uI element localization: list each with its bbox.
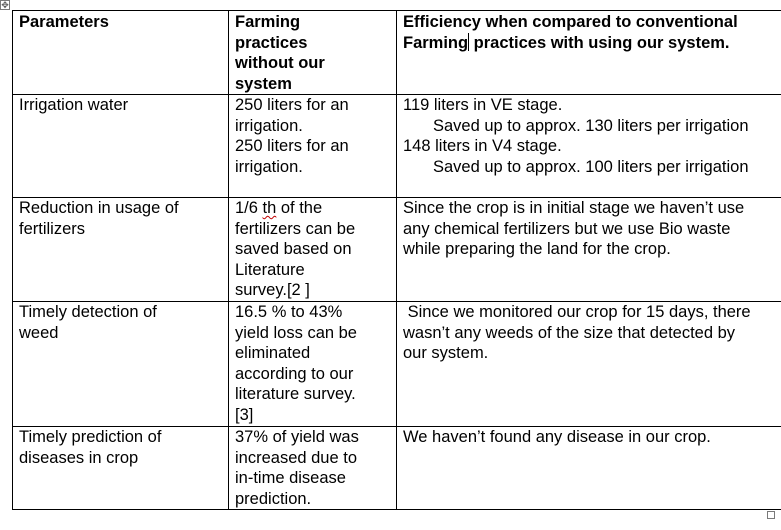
spellcheck-mark: th — [262, 199, 277, 217]
fraction-rest: of the — [276, 199, 323, 217]
cell-efficiency[interactable] — [397, 427, 781, 510]
cell-line: weed — [19, 323, 59, 342]
cell-line: Timely prediction of — [19, 428, 162, 446]
cell-line: 250 liters for an — [235, 96, 349, 114]
comparison-table — [12, 10, 781, 510]
cell-line — [235, 198, 390, 219]
cell-without[interactable] — [229, 427, 397, 510]
table-row — [13, 95, 781, 198]
cell-parameter[interactable] — [13, 198, 229, 302]
header-without-line: Farming — [235, 13, 301, 31]
header-parameters[interactable] — [13, 11, 229, 95]
cell-line: 119 liters in VE stage. — [403, 96, 563, 114]
cell-line: Saved up to approx. 130 liters per irrigation — [433, 116, 749, 135]
header-without-line: without our — [235, 54, 325, 72]
cell-line: irrigation. — [235, 116, 303, 135]
cell-line: eliminated — [235, 344, 311, 362]
cell-parameter[interactable] — [13, 95, 229, 198]
table-row — [13, 427, 781, 510]
cell-line: wasn’t any weeds of the size that detected by — [403, 323, 736, 342]
header-without-system[interactable] — [229, 11, 397, 95]
cell-parameter[interactable] — [13, 302, 229, 427]
cell-without[interactable] — [229, 198, 397, 302]
cell-line: any chemical fertilizers but we use Bio waste — [403, 219, 731, 238]
cell-line: in-time disease — [235, 469, 346, 487]
cell-line: diseases in crop — [19, 448, 139, 467]
header-efficiency-line — [403, 33, 781, 54]
cell-line: irrigation. — [235, 157, 303, 176]
header-without-line: practices — [235, 33, 308, 52]
cell-line: while preparing the land for the crop. — [403, 240, 671, 258]
cell-line: Timely detection of — [19, 303, 157, 321]
cell-line: increased due to — [235, 448, 358, 467]
cell-line: Reduction in usage of — [19, 199, 179, 217]
header-without-line: system — [235, 74, 292, 93]
cell-parameter[interactable] — [13, 427, 229, 510]
cell-line: our system. — [403, 344, 489, 362]
cell-line: [3] — [235, 405, 254, 424]
cell-efficiency[interactable] — [397, 302, 781, 427]
cell-without[interactable] — [229, 302, 397, 427]
table-move-handle-icon[interactable]: ✥ — [1, 0, 9, 10]
header-parameters-text: Parameters — [19, 13, 109, 31]
cell-efficiency[interactable] — [397, 95, 781, 198]
cell-line: fertilizers can be — [235, 219, 356, 238]
cell-without[interactable] — [229, 95, 397, 198]
cell-line: 16.5 % to 43% — [235, 303, 343, 321]
table-row — [13, 302, 781, 427]
cell-line: saved based on — [235, 240, 352, 258]
table-resize-handle-icon[interactable] — [767, 511, 775, 519]
cell-line: yield loss can be — [235, 323, 357, 342]
cell-line: fertilizers — [19, 219, 86, 238]
cell-line: Since we monitored our crop for 15 days, there — [403, 303, 751, 321]
header-efficiency-rest: practices with using our system. — [469, 33, 730, 52]
cell-line: Saved up to approx. 100 liters per irrigation — [433, 157, 749, 176]
cell-line: Irrigation water — [19, 96, 129, 114]
header-efficiency-line: Efficiency when compared to conventional — [403, 13, 738, 31]
table-row — [13, 198, 781, 302]
cell-line: 37% of yield was — [235, 428, 359, 446]
cell-line: 148 liters in V4 stage. — [403, 137, 562, 155]
cell-line: Literature — [235, 260, 305, 279]
cell-line: survey.[2 ] — [235, 281, 310, 299]
cell-line: prediction. — [235, 489, 312, 508]
cell-efficiency[interactable] — [397, 198, 781, 302]
cell-line: 250 liters for an — [235, 137, 349, 155]
header-efficiency[interactable] — [397, 11, 781, 95]
fraction-text: 1/6 — [235, 199, 263, 217]
header-efficiency-word: Farming — [403, 33, 469, 52]
table-header-row — [13, 11, 781, 95]
cell-line: according to our — [235, 364, 354, 383]
cell-line: We haven’t found any disease in our crop. — [403, 428, 711, 446]
cell-line: literature survey. — [235, 385, 356, 403]
cell-line: Since the crop is in initial stage we haven’t use — [403, 199, 745, 217]
